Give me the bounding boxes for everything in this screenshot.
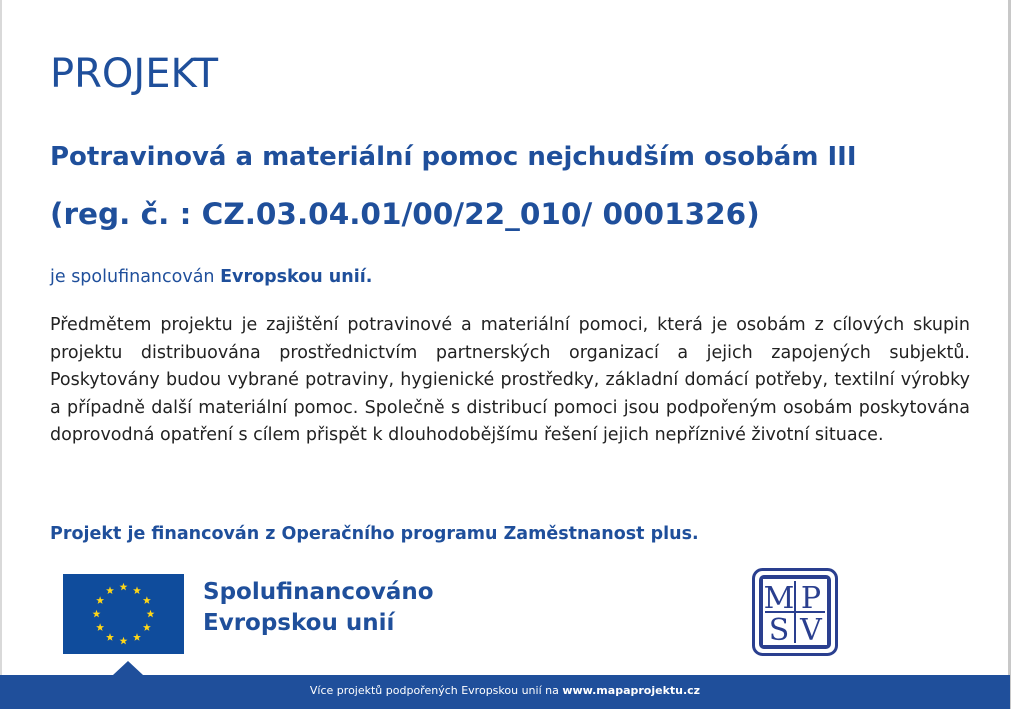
page-border-left	[0, 0, 2, 709]
mpsv-letter-s: S	[768, 613, 790, 648]
eu-cofinanced-caption	[203, 577, 434, 639]
eu-caption-line1: Spolufinancováno	[203, 579, 434, 605]
footer-link[interactable]: www.mapaprojektu.cz	[562, 684, 701, 697]
mpsv-letter-p: P	[800, 581, 822, 616]
mpsv-letter-v: V	[800, 613, 822, 648]
registration-number: (reg. č. : CZ.03.04.01/00/22_010/ 0001326)	[50, 197, 760, 231]
footer-prefix: Více projektů podpořených Evropskou unií na	[309, 684, 563, 697]
cofinanced-prefix: je spolufinancován	[50, 267, 221, 287]
mpsv-logo-icon	[752, 568, 838, 656]
eu-flag-icon	[63, 574, 184, 654]
cofinanced-line	[50, 264, 372, 290]
eu-caption-line2: Evropskou unií	[203, 610, 395, 636]
footer-text	[0, 675, 1010, 709]
page-border-right	[1008, 0, 1011, 709]
mpsv-letter-m: M	[763, 581, 795, 616]
project-description: Předmětem projektu je zajištění potravinové a materiální pomoci, která je osobám z cílových skupin projektu distribuována prostřednictvím partnerských organizací a jejich zapojených subjektů. Poskytovány budou vybrané potraviny, hygienické prostředky, základní domácí potřeby, textilní výrobky a případně další materiální pomoc. Společně s distribucí pomoci jsou podpořeným osobám poskytována doprovodná opatření s cílem přispět k dlouhodobějšímu řešení jejich nepříznivé životní situace.	[50, 315, 970, 445]
financing-statement: Projekt je financován z Operačního programu Zaměstnanost plus.	[50, 524, 699, 544]
page-heading: PROJEKT	[50, 51, 219, 97]
footer-notch	[113, 661, 143, 675]
cofinanced-emphasis: Evropskou unií.	[220, 267, 373, 287]
project-title: Potravinová a materiální pomoc nejchudším osobám III	[50, 142, 857, 172]
